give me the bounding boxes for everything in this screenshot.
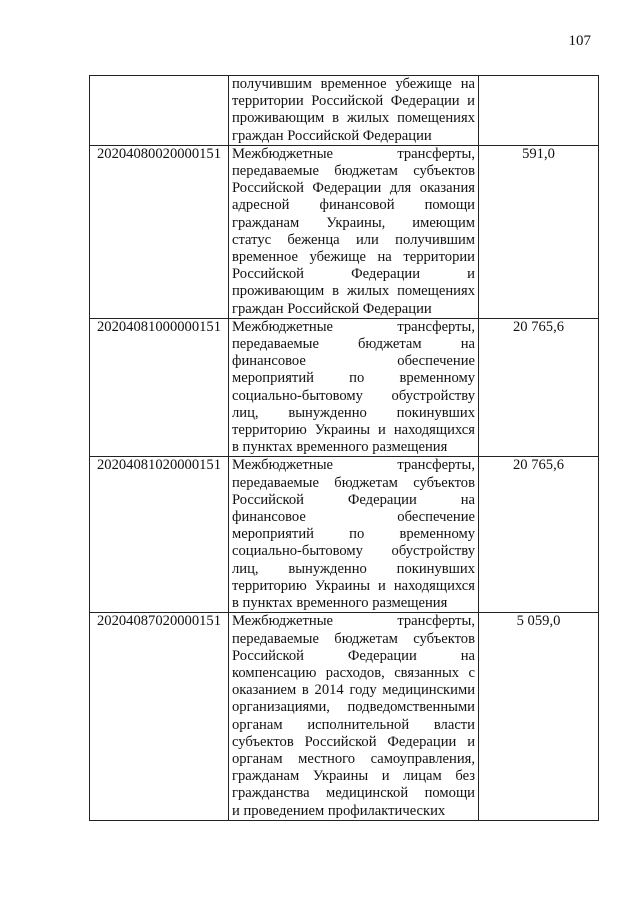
description-line: проживающим в жилых помещениях [232, 283, 475, 300]
description-line: Межбюджетные трансферты, [232, 613, 475, 630]
description-cell [229, 76, 479, 146]
description-line: временное убежище на территории [232, 249, 475, 266]
description-line: передаваемые бюджетам субъектов [232, 474, 475, 491]
description-line: Межбюджетные трансферты, [232, 145, 475, 162]
description-line: Межбюджетные трансферты, [232, 318, 475, 335]
description-line: передаваемые бюджетам субъектов [232, 630, 475, 647]
description-line: гражданам Украины и лицам без [232, 768, 475, 785]
amount-cell: 20 765,6 [479, 318, 599, 457]
description-line: социально-бытовому обустройству [232, 543, 475, 560]
table-row [90, 318, 599, 457]
description-cell [229, 613, 479, 820]
description-line: финансовое обеспечение [232, 353, 475, 370]
description-line: мероприятий по временному [232, 526, 475, 543]
table-row [90, 145, 599, 318]
description-line: финансовое обеспечение [232, 509, 475, 526]
budget-code-cell [90, 76, 229, 146]
description-line: лиц, вынужденно покинувших [232, 560, 475, 577]
description-line: мероприятий по временному [232, 370, 475, 387]
description-line: статус беженца или получившим [232, 231, 475, 248]
description-line: в пунктах временного размещения [232, 595, 448, 612]
description-line: Межбюджетные трансферты, [232, 457, 475, 474]
description-line: территории Российской Федерации и [232, 93, 475, 110]
table-body [90, 76, 599, 821]
description-line: получившим временное убежище на [232, 76, 475, 92]
description-cell [229, 457, 479, 613]
description-line: граждан Российской Федерации [232, 127, 432, 144]
budget-code-cell: 20204081020000151 [90, 457, 229, 613]
amount-cell: 591,0 [479, 145, 599, 318]
description-cell [229, 318, 479, 457]
budget-transfers-table [89, 75, 599, 821]
description-line: адресной финансовой помощи [232, 197, 475, 214]
description-line: территорию Украины и находящихся [232, 422, 475, 439]
description-line: граждан Российской Федерации [232, 300, 432, 317]
description-line: гражданства медицинской помощи [232, 785, 475, 802]
description-line: Российской Федерации для оказания [232, 180, 475, 197]
description-line: проживающим в жилых помещениях [232, 110, 475, 127]
amount-cell: 5 059,0 [479, 613, 599, 820]
description-line: гражданам Украины, имеющим [232, 214, 475, 231]
table-row [90, 76, 599, 146]
budget-code-cell: 20204081000000151 [90, 318, 229, 457]
amount-cell: 20 765,6 [479, 457, 599, 613]
amount-cell [479, 76, 599, 146]
description-line: органам местного самоуправления, [232, 750, 475, 767]
description-line: организациями, подведомственными [232, 699, 475, 716]
description-line: Российской Федерации на [232, 491, 475, 508]
description-line: оказанием в 2014 году медицинскими [232, 682, 475, 699]
description-cell [229, 145, 479, 318]
table-row [90, 457, 599, 613]
budget-code-cell: 20204080020000151 [90, 145, 229, 318]
description-line: субъектов Российской Федерации и [232, 733, 475, 750]
description-line: лиц, вынужденно покинувших [232, 404, 475, 421]
description-line: Российской Федерации на [232, 647, 475, 664]
description-line: передаваемые бюджетам на [232, 336, 475, 353]
description-line: передаваемые бюджетам субъектов [232, 163, 475, 180]
description-line: в пунктах временного размещения [232, 439, 448, 456]
description-line: компенсацию расходов, связанных с [232, 664, 475, 681]
table-row [90, 613, 599, 820]
description-line: органам исполнительной власти [232, 716, 475, 733]
description-line: социально-бытовому обустройству [232, 387, 475, 404]
description-line: территорию Украины и находящихся [232, 577, 475, 594]
description-line: Российской Федерации и [232, 266, 475, 283]
budget-code-cell: 20204087020000151 [90, 613, 229, 820]
page-number: 107 [568, 33, 591, 49]
description-line: и проведением профилактических [232, 802, 446, 819]
